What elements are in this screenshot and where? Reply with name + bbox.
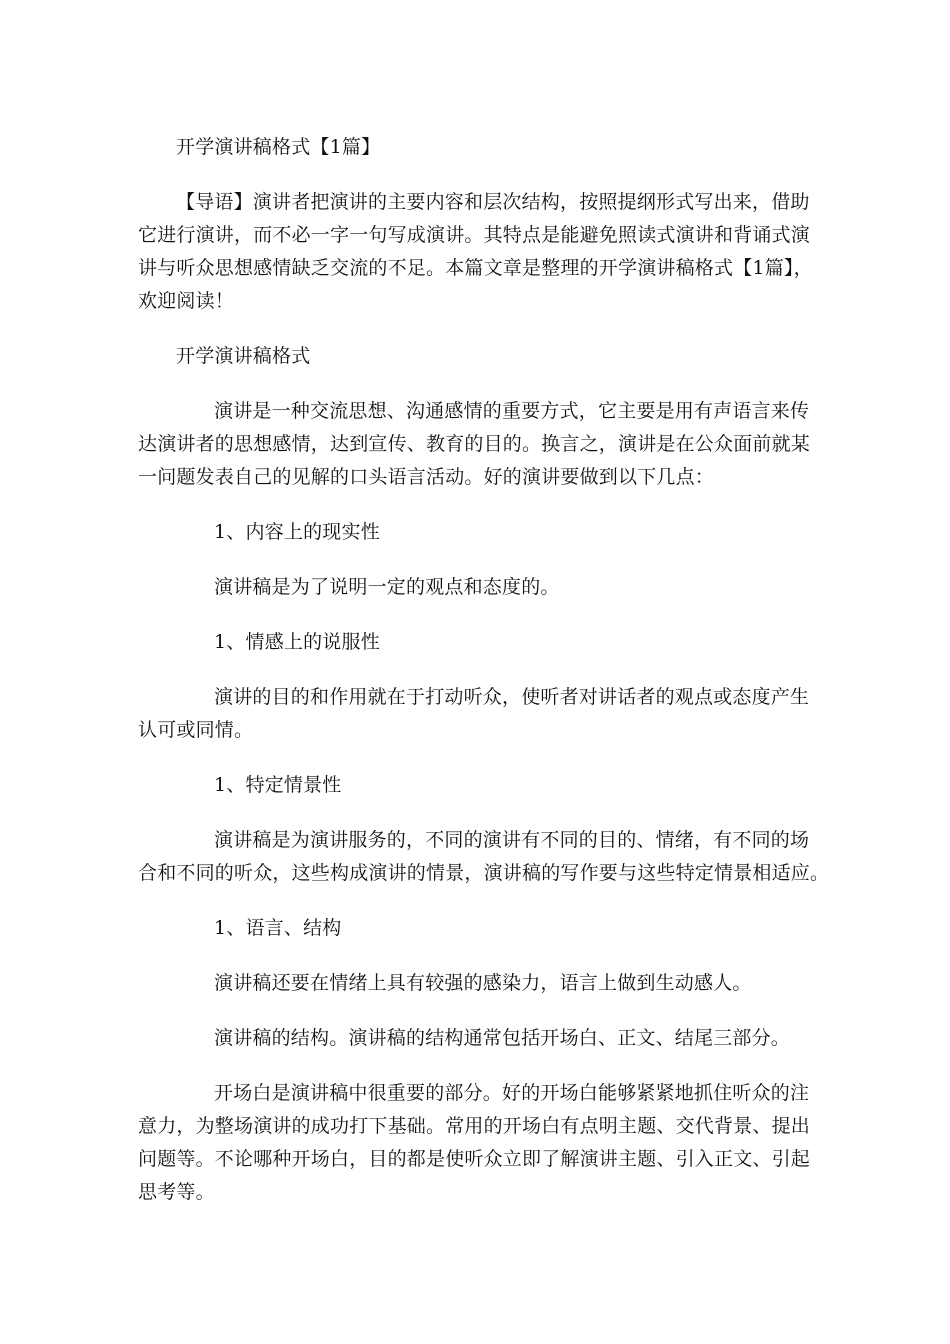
intro-line: 【导语】演讲者把演讲的主要内容和层次结构，按照提纲形式写出来，借助 <box>176 191 810 213</box>
intro-line: 讲与听众思想感情缺乏交流的不足。本篇文章是整理的开学演讲稿格式【1篇】， <box>138 257 813 279</box>
paragraph-line: 达演讲者的思想感情，达到宣传、教育的目的。换言之，演讲是在公众面前就某 <box>138 433 811 455</box>
opening-paragraph-line: 思考等。 <box>138 1181 215 1203</box>
intro-line: 它进行演讲，而不必一字一句写成演讲。其特点是能避免照读式演讲和背诵式演 <box>138 224 811 246</box>
list-item-text: 演讲稿还要在情绪上具有较强的感染力，语言上做到生动感人。 <box>214 972 752 994</box>
opening-paragraph-line: 意力，为整场演讲的成功打下基础。常用的开场白有点明主题、交代背景、提出 <box>138 1115 811 1137</box>
list-item-heading: 1、语言、结构 <box>214 917 342 939</box>
structure-paragraph: 演讲稿的结构。演讲稿的结构通常包括开场白、正文、结尾三部分。 <box>214 1027 791 1049</box>
list-item-text: 演讲的目的和作用就在于打动听众，使听者对讲话者的观点或态度产生 <box>214 686 810 708</box>
list-item-text: 认可或同情。 <box>138 719 254 741</box>
list-item-heading: 1、内容上的现实性 <box>214 521 380 543</box>
list-item-text: 演讲稿是为演讲服务的，不同的演讲有不同的目的、情绪，有不同的场 <box>214 829 810 851</box>
paragraph-line: 一问题发表自己的见解的口头语言活动。好的演讲要做到以下几点： <box>138 466 715 488</box>
list-item-text: 合和不同的听众，这些构成演讲的情景，演讲稿的写作要与这些特定情景相适应。 <box>138 862 830 884</box>
intro-line: 欢迎阅读！ <box>138 290 235 312</box>
opening-paragraph-line: 问题等。不论哪种开场白，目的都是使听众立即了解演讲主题、引入正文、引起 <box>138 1148 811 1170</box>
opening-paragraph-line: 开场白是演讲稿中很重要的部分。好的开场白能够紧紧地抓住听众的注 <box>214 1082 810 1104</box>
list-item-heading: 1、特定情景性 <box>214 774 342 796</box>
list-item-heading: 1、情感上的说服性 <box>214 631 380 653</box>
document-title: 开学演讲稿格式【1篇】 <box>176 136 381 158</box>
section-heading: 开学演讲稿格式 <box>176 345 311 367</box>
list-item-text: 演讲稿是为了说明一定的观点和态度的。 <box>214 576 560 598</box>
paragraph-line: 演讲是一种交流思想、沟通感情的重要方式，它主要是用有声语言来传 <box>214 400 810 422</box>
